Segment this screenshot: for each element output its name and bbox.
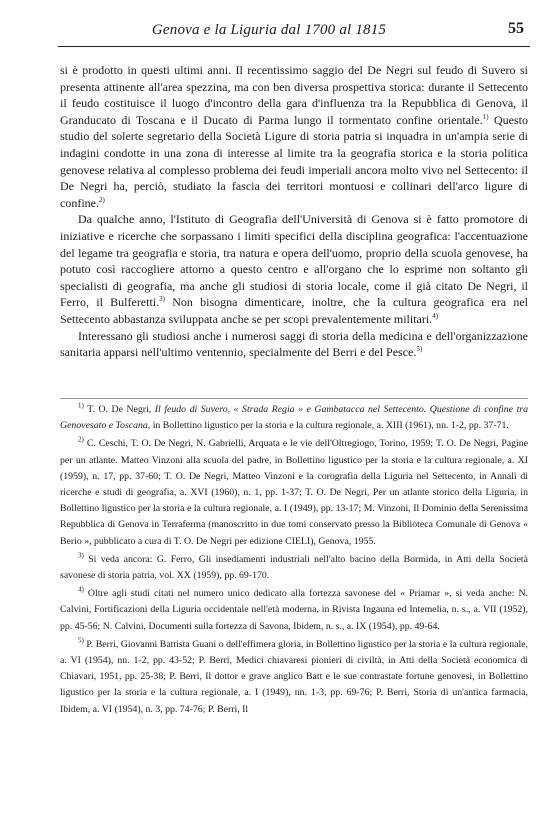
paragraph-2-text-b: Non bisogna dimenticare, inoltre, che la cultura geografica era nel Settecento abbastanza sviluppata anche se per scopi prevalentemente militari.: [60, 295, 528, 326]
footnote-1: [60, 402, 528, 434]
footnote-4-number: 4): [78, 585, 84, 594]
paragraph-3-text: Interessano gli studiosi anche i numerosi saggi di storia della medicina e dell'organizzazione sanitaria apparsi nell'ultimo ventennio, specialmente del Berri e del Pesce.: [60, 328, 528, 360]
footnote-ref-2: 2): [98, 195, 105, 204]
page-number: 55: [508, 20, 524, 37]
footnote-2: [60, 436, 528, 549]
header-rule: [58, 46, 530, 47]
footnote-1-author: T. O. De Negri,: [87, 404, 152, 415]
page-header: [58, 14, 530, 44]
footnote-5-text: P. Berri, Giovanni Battista Guani o dell'effimera gloria, in Bollettino ligustico per la storia e la cultura regionale, a. VI (1954), nn. 1-2, pp. 43-52; P. Berri, Medici chiavaresi pionieri di civiltà, in Atti della Società economica di Chiavari, 1951, pp. 25-38; P. Berri, Il dottor e grave anglico Batt e le sue contrastate fortune genovesi, in Bollettino ligustico per la storia e la cultura regionale, a. I (1949), nn. 1-3, pp. 69-76; P. Berri, Storia di un'antica farmacia, Ibidem, a. VI (1954), n. 3, pp. 74-76; P. Berri, Il: [60, 638, 528, 715]
footnote-1-title: Il feudo di Suvero, « Strada Regia » e Gambatacca nel Settecento. Questione di confine tra Genovesato e Toscana,: [60, 404, 529, 432]
footnote-separator: [60, 398, 528, 399]
footnote-1-number: 1): [78, 401, 84, 410]
footnote-4: [60, 586, 528, 635]
paragraph-2-text-a: Da qualche anno, l'Istituto di Geografia dell'Università di Genova si è fatto promotore di iniziative e ricerche che sorpassano i limiti specifici della disciplina geografica: l'accentuazione del legame tra geografia e storia, tra natura e opera dell'uomo, proprio della scuola genovese, ha potuto così raccogliere attorno a questo centro e all'organo che lo esprime non soltanto gli specialisti di geografia, ma anche gli studiosi di storia locale, come il già citato De Negri, il Ferro, il Bulferetti.: [60, 212, 528, 310]
body-text: [60, 62, 528, 361]
paragraph-2: [60, 211, 528, 327]
footnote-3-text: Si veda ancora: G. Ferro, Gli insediamenti industriali nell'alto bacino della Bormida, in Atti della Società savonese di storia patria, vol. XX (1959), pp. 69-170.: [60, 553, 528, 582]
paragraph-3: [60, 328, 528, 361]
footnote-5-number: 5): [78, 636, 84, 645]
footnote-1-rest: in Bollettino ligustico per la storia e la cultura regionale, a. XIII (1961), nn. 1-2, pp. 37-71.: [150, 420, 509, 432]
footnote-3-number: 3): [78, 551, 84, 560]
footnotes: [60, 402, 528, 720]
footnote-5: [60, 637, 528, 718]
footnote-ref-1: 1): [482, 112, 489, 121]
footnote-ref-4: 4): [432, 311, 439, 320]
footnote-2-text: C. Ceschi, T. O. De Negri, N. Gabrielli, Arquata e le vie dell'Oltregiogo, Torino, 1959; T. O. De Negri, Pagine per un atlante. Matteo Vinzoni alla scuola del padre, in Bollettino ligustico per la storia e la cultura regionale, a. XI (1959), n. 17, pp. 37-60; T. O. De Negri, Matteo Vinzoni e la corografia della Liguria nel Settecento, in Annali di ricerche e studi di geografia, a. XVI (1960), n. 1, pp. 1-37; T. O. De Negri, Per un atlante storico della Liguria, in Bollettino ligustico per la storia e la cultura regionale, a. I (1949), pp. 13-17; M. Vinzoni, Il Dominio della Serenissima Repubblica di Genova in Terraferma (manoscritto in due tomi conservato presso la Biblioteca Comunale di Genova « Berio », pubblicato a cura di T. O. De Negri per edizione CIELI), Genova, 1955.: [60, 438, 529, 547]
paragraph-1: [60, 62, 528, 211]
footnote-3: [60, 552, 528, 584]
footnote-4-text: Oltre agli studi citati nel numero unico dedicato alla fortezza savonese del « Priamar », si veda anche: N. Calvini, Fortificazioni della Liguria occidentale nell'età moderna, in Rivista Ingauna ed Intemelia, n. s., a. VII (1952), pp. 45-56; N. Calvini, Documenti sulla fortezza di Savona, Ibidem, n. s., a. IX (1954), pp. 49-64.: [60, 588, 528, 632]
footnote-ref-3: 3): [159, 295, 165, 304]
footnote-2-number: 2): [78, 436, 84, 445]
running-title: Genova e la Liguria dal 1700 al 1815: [151, 22, 387, 38]
paragraph-1-text-b: Questo studio del solerte segretario della Società Ligure di storia patria si inquadra in un'ampia serie di indagini condotte in una zona di interesse al limite tra la geografia storica e la storia politica genovese relativa al complesso problema dei feudi imperiali ancora molto vivo nel Settecento: il De Negri ha, perciò, studiato la fascia dei territori montuosi e collinari dell'arco ligure di confine.: [60, 112, 528, 210]
paragraph-1-text-a: si è prodotto in questi ultimi anni. Il recentissimo saggio del De Negri sul feudo di Suvero si presenta attinente all'area spezzina, ma con ben diversa prospettiva storica: durante il Settecento il feudo costituisce il luogo d'incontro della gara d'influenza tra la Repubblica di Genova, il Granducato di Toscana e il Ducato di Parma lungo il tormentato confine orientale.: [60, 63, 528, 127]
footnote-ref-5: 5): [416, 345, 423, 354]
